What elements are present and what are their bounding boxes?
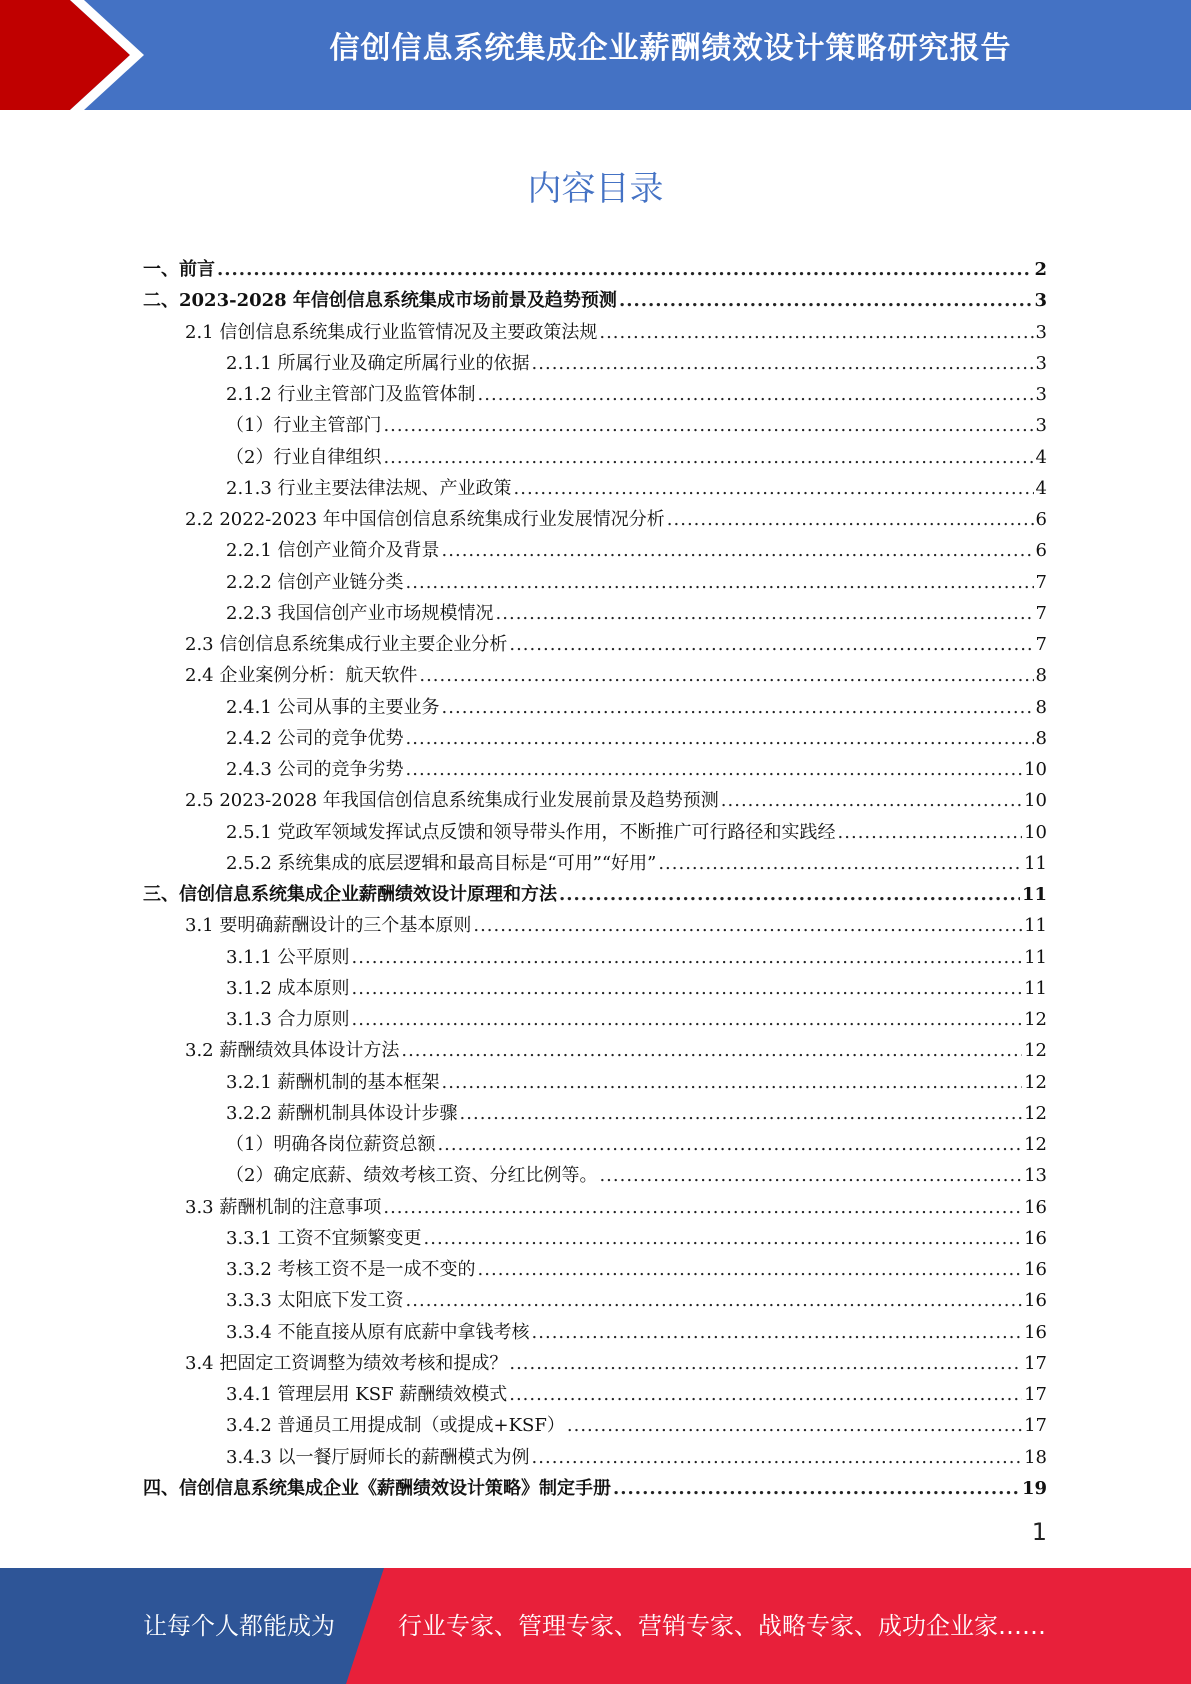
toc-entry-page: 11: [1024, 852, 1047, 874]
toc-entry-page: 16: [1024, 1321, 1047, 1343]
toc-entry[interactable]: [143, 535, 1047, 566]
toc-entry[interactable]: [143, 1379, 1047, 1410]
toc-entry-page: 7: [1035, 571, 1047, 593]
toc-leader-dots: [532, 348, 1034, 379]
footer-band: [0, 1568, 1191, 1684]
toc-leader-dots: [437, 1129, 1022, 1160]
toc-leader-dots: [619, 285, 1033, 316]
toc-entry[interactable]: [143, 254, 1047, 285]
toc-entry-page: 16: [1024, 1290, 1047, 1312]
toc-entry-page: 19: [1021, 1477, 1047, 1499]
toc-leader-dots: [478, 379, 1034, 410]
toc-entry[interactable]: [143, 1192, 1047, 1223]
toc-leader-dots: [383, 410, 1033, 441]
toc-heading: 内容目录: [527, 169, 664, 209]
toc-leader-dots: [217, 254, 1032, 285]
toc-entry-label: 3.4.1 管理层用 KSF 薪酬绩效模式: [226, 1384, 508, 1405]
toc-entry[interactable]: [143, 410, 1047, 441]
toc-entry[interactable]: [143, 1035, 1047, 1066]
toc-entry-page: 2: [1034, 259, 1047, 280]
toc-entry[interactable]: [143, 848, 1047, 879]
toc-leader-dots: [442, 1067, 1023, 1098]
toc-entry-label: 3.4.2 普通员工用提成制（或提成+KSF）: [226, 1415, 565, 1437]
toc-entry-label: 3.1.3 合力原则: [226, 1009, 350, 1030]
toc-entry-page: 17: [1024, 1415, 1047, 1437]
footer-slogan-right: 行业专家、管理专家、营销专家、战略专家、成功企业家……: [398, 1612, 1046, 1640]
toc-entry-label: 3.4.3 以一餐厅厨师长的薪酬模式为例: [226, 1446, 530, 1468]
toc-entry[interactable]: [143, 1067, 1047, 1098]
toc-entry-page: 10: [1024, 790, 1047, 812]
toc-leader-dots: [599, 317, 1033, 348]
toc-leader-dots: [567, 1410, 1022, 1441]
toc-leader-dots: [406, 723, 1034, 754]
toc-entry-label: 2.4.2 公司的竞争优势: [226, 727, 404, 749]
header-band: [0, 0, 1191, 110]
toc-entry[interactable]: [143, 1254, 1047, 1285]
toc-entry-label: 3.1.1 公平原则: [226, 946, 350, 968]
toc-entry-page: 12: [1024, 1102, 1047, 1124]
toc-entry-page: 3: [1035, 384, 1047, 405]
toc-leader-dots: [509, 629, 1033, 660]
toc-entry[interactable]: [143, 973, 1047, 1004]
toc-entry-page: 6: [1035, 509, 1047, 530]
toc-entry[interactable]: [143, 598, 1047, 629]
toc-entry-page: 4: [1035, 446, 1047, 468]
toc-leader-dots: [514, 473, 1034, 504]
toc-entry-page: 8: [1035, 727, 1047, 749]
toc-entry-page: 17: [1024, 1352, 1047, 1374]
toc-entry[interactable]: [143, 817, 1047, 848]
toc-entry-label: 2.2.1 信创产业简介及背景: [226, 540, 440, 562]
toc-entry[interactable]: [143, 567, 1047, 598]
toc-entry-label: 2.1.2 行业主管部门及监管体制: [226, 384, 476, 405]
toc-entry[interactable]: [143, 379, 1047, 410]
toc-entry-page: 8: [1035, 696, 1047, 718]
toc-entry[interactable]: [143, 348, 1047, 379]
toc-entry-label: 2.2 2022-2023 年中国信创信息系统集成行业发展情况分析: [185, 509, 665, 530]
toc-leader-dots: [352, 973, 1023, 1004]
toc-entry[interactable]: [143, 1473, 1047, 1504]
toc-entry-label: 2.4.3 公司的竞争劣势: [226, 759, 404, 780]
toc-entry[interactable]: [143, 629, 1047, 660]
toc-leader-dots: [473, 910, 1022, 941]
toc-leader-dots: [721, 785, 1022, 816]
toc-entry-page: 11: [1024, 977, 1047, 999]
toc-leader-dots: [532, 1442, 1023, 1473]
toc-leader-dots: [401, 1035, 1022, 1066]
toc-entry[interactable]: [143, 1098, 1047, 1129]
table-of-contents: [143, 254, 1047, 1504]
toc-entry-page: 12: [1024, 1040, 1047, 1062]
toc-entry-label: 四、信创信息系统集成企业《薪酬绩效设计策略》制定手册: [143, 1477, 611, 1499]
toc-leader-dots: [352, 1004, 1023, 1035]
toc-entry-label: 3.2.2 薪酬机制具体设计步骤: [226, 1102, 458, 1124]
toc-leader-dots: [442, 692, 1034, 723]
toc-leader-dots: [442, 535, 1034, 566]
toc-entry-label: 2.1 信创信息系统集成行业监管情况及主要政策法规: [185, 321, 598, 343]
toc-entry[interactable]: [143, 1410, 1047, 1441]
report-title: 信创信息系统集成企业薪酬绩效设计策略研究报告: [329, 31, 1012, 66]
toc-leader-dots: [406, 567, 1034, 598]
toc-entry-label: 3.2.1 薪酬机制的基本框架: [226, 1071, 440, 1093]
toc-leader-dots: [478, 1254, 1023, 1285]
toc-entry-page: 10: [1024, 759, 1047, 780]
toc-entry-label: 3.3.4 不能直接从原有底薪中拿钱考核: [226, 1321, 530, 1343]
toc-entry-label: 2.3 信创信息系统集成行业主要企业分析: [185, 634, 508, 655]
toc-entry-label: （1）行业主管部门: [226, 415, 382, 437]
toc-leader-dots: [838, 817, 1023, 848]
toc-entry-label: 3.1 要明确薪酬设计的三个基本原则: [185, 915, 472, 937]
toc-entry-label: 3.2 薪酬绩效具体设计方法: [185, 1040, 400, 1062]
toc-entry-label: 2.2.3 我国信创产业市场规模情况: [226, 602, 494, 624]
toc-leader-dots: [509, 1379, 1022, 1410]
header-arrow-decoration: [0, 0, 160, 110]
toc-entry[interactable]: [143, 723, 1047, 754]
toc-entry[interactable]: [143, 473, 1047, 504]
toc-entry[interactable]: [143, 285, 1047, 316]
toc-entry[interactable]: [143, 879, 1047, 910]
toc-entry-page: 16: [1024, 1196, 1047, 1218]
toc-entry-page: 16: [1024, 1259, 1047, 1280]
toc-entry-label: 2.2.2 信创产业链分类: [226, 571, 404, 593]
toc-entry[interactable]: [143, 442, 1047, 473]
toc-leader-dots: [383, 442, 1033, 473]
page-number: 1: [1031, 1518, 1047, 1546]
toc-entry[interactable]: [143, 1129, 1047, 1160]
toc-entry-page: 3: [1035, 415, 1047, 437]
toc-entry-label: 2.5.1 党政军领域发挥试点反馈和领导带头作用，不断推广可行路径和实践经: [226, 821, 836, 843]
toc-entry[interactable]: [143, 1442, 1047, 1473]
toc-entry-label: 2.5 2023-2028 年我国信创信息系统集成行业发展前景及趋势预测: [185, 790, 719, 812]
toc-entry-page: 12: [1024, 1009, 1047, 1030]
toc-entry[interactable]: [143, 1223, 1047, 1254]
toc-entry-label: 2.5.2 系统集成的底层逻辑和最高目标是“可用”“好用”: [226, 852, 657, 874]
toc-entry-page: 6: [1035, 540, 1047, 562]
toc-leader-dots: [383, 1192, 1022, 1223]
toc-entry-label: 2.4.1 公司从事的主要业务: [226, 696, 440, 718]
toc-entry[interactable]: [143, 692, 1047, 723]
toc-entry[interactable]: [143, 660, 1047, 691]
toc-entry-label: 2.1.1 所属行业及确定所属行业的依据: [226, 352, 530, 374]
toc-entry-label: 一、前言: [143, 259, 215, 280]
toc-entry-label: （1）明确各岗位薪资总额: [226, 1134, 436, 1155]
toc-entry[interactable]: [143, 504, 1047, 535]
toc-entry-page: 12: [1024, 1134, 1047, 1155]
toc-entry[interactable]: [143, 1004, 1047, 1035]
toc-entry-label: 三、信创信息系统集成企业薪酬绩效设计原理和方法: [143, 884, 557, 905]
toc-entry[interactable]: [143, 317, 1047, 348]
toc-entry[interactable]: [143, 1348, 1047, 1379]
toc-entry-page: 17: [1024, 1384, 1047, 1405]
toc-entry[interactable]: [143, 754, 1047, 785]
footer-slogan-left: 让每个人都能成为: [143, 1612, 335, 1640]
toc-leader-dots: [658, 848, 1022, 879]
toc-entry-label: 2.1.3 行业主要法律法规、产业政策: [226, 477, 512, 499]
toc-entry-label: 二、2023-2028 年信创信息系统集成市场前景及趋势预测: [143, 290, 617, 312]
toc-entry-page: 12: [1024, 1071, 1047, 1093]
toc-entry-page: 3: [1035, 352, 1047, 374]
toc-entry[interactable]: [143, 785, 1047, 816]
toc-leader-dots: [406, 754, 1023, 785]
toc-leader-dots: [559, 879, 1020, 910]
toc-leader-dots: [667, 504, 1034, 535]
toc-entry[interactable]: [143, 1317, 1047, 1348]
toc-leader-dots: [406, 1285, 1023, 1316]
toc-leader-dots: [613, 1473, 1020, 1504]
toc-entry-label: （2）确定底薪、绩效考核工资、分红比例等。: [226, 1165, 598, 1187]
toc-leader-dots: [509, 1348, 1022, 1379]
toc-entry-page: 3: [1035, 321, 1047, 343]
toc-leader-dots: [599, 1160, 1022, 1191]
toc-leader-dots: [352, 942, 1023, 973]
toc-entry-page: 11: [1024, 946, 1047, 968]
toc-entry-page: 7: [1035, 634, 1047, 655]
toc-entry[interactable]: [143, 1160, 1047, 1191]
toc-entry-label: 2.4 企业案例分析：航天软件: [185, 665, 418, 687]
toc-leader-dots: [419, 660, 1033, 691]
toc-entry-page: 11: [1024, 915, 1047, 937]
toc-entry-page: 10: [1024, 821, 1047, 843]
toc-entry-label: 3.3 薪酬机制的注意事项: [185, 1196, 382, 1218]
toc-entry-label: 3.4 把固定工资调整为绩效考核和提成？: [185, 1352, 508, 1374]
toc-leader-dots: [496, 598, 1034, 629]
toc-leader-dots: [460, 1098, 1023, 1129]
toc-entry-label: 3.3.1 工资不宜频繁变更: [226, 1227, 422, 1249]
toc-entry-label: （2）行业自律组织: [226, 446, 382, 468]
toc-entry-label: 3.3.3 太阳底下发工资: [226, 1290, 404, 1312]
toc-entry-page: 16: [1024, 1227, 1047, 1249]
toc-entry-page: 13: [1024, 1165, 1047, 1187]
toc-entry-page: 7: [1035, 602, 1047, 624]
toc-entry[interactable]: [143, 942, 1047, 973]
toc-entry-page: 4: [1035, 477, 1047, 499]
toc-leader-dots: [532, 1317, 1023, 1348]
toc-entry[interactable]: [143, 1285, 1047, 1316]
toc-entry-page: 11: [1021, 884, 1047, 905]
toc-entry-page: 3: [1034, 290, 1047, 312]
toc-entry-page: 8: [1035, 665, 1047, 687]
toc-entry-page: 18: [1024, 1446, 1047, 1468]
toc-entry-label: 3.3.2 考核工资不是一成不变的: [226, 1259, 476, 1280]
toc-entry-label: 3.1.2 成本原则: [226, 977, 350, 999]
toc-entry[interactable]: [143, 910, 1047, 941]
toc-leader-dots: [424, 1223, 1023, 1254]
